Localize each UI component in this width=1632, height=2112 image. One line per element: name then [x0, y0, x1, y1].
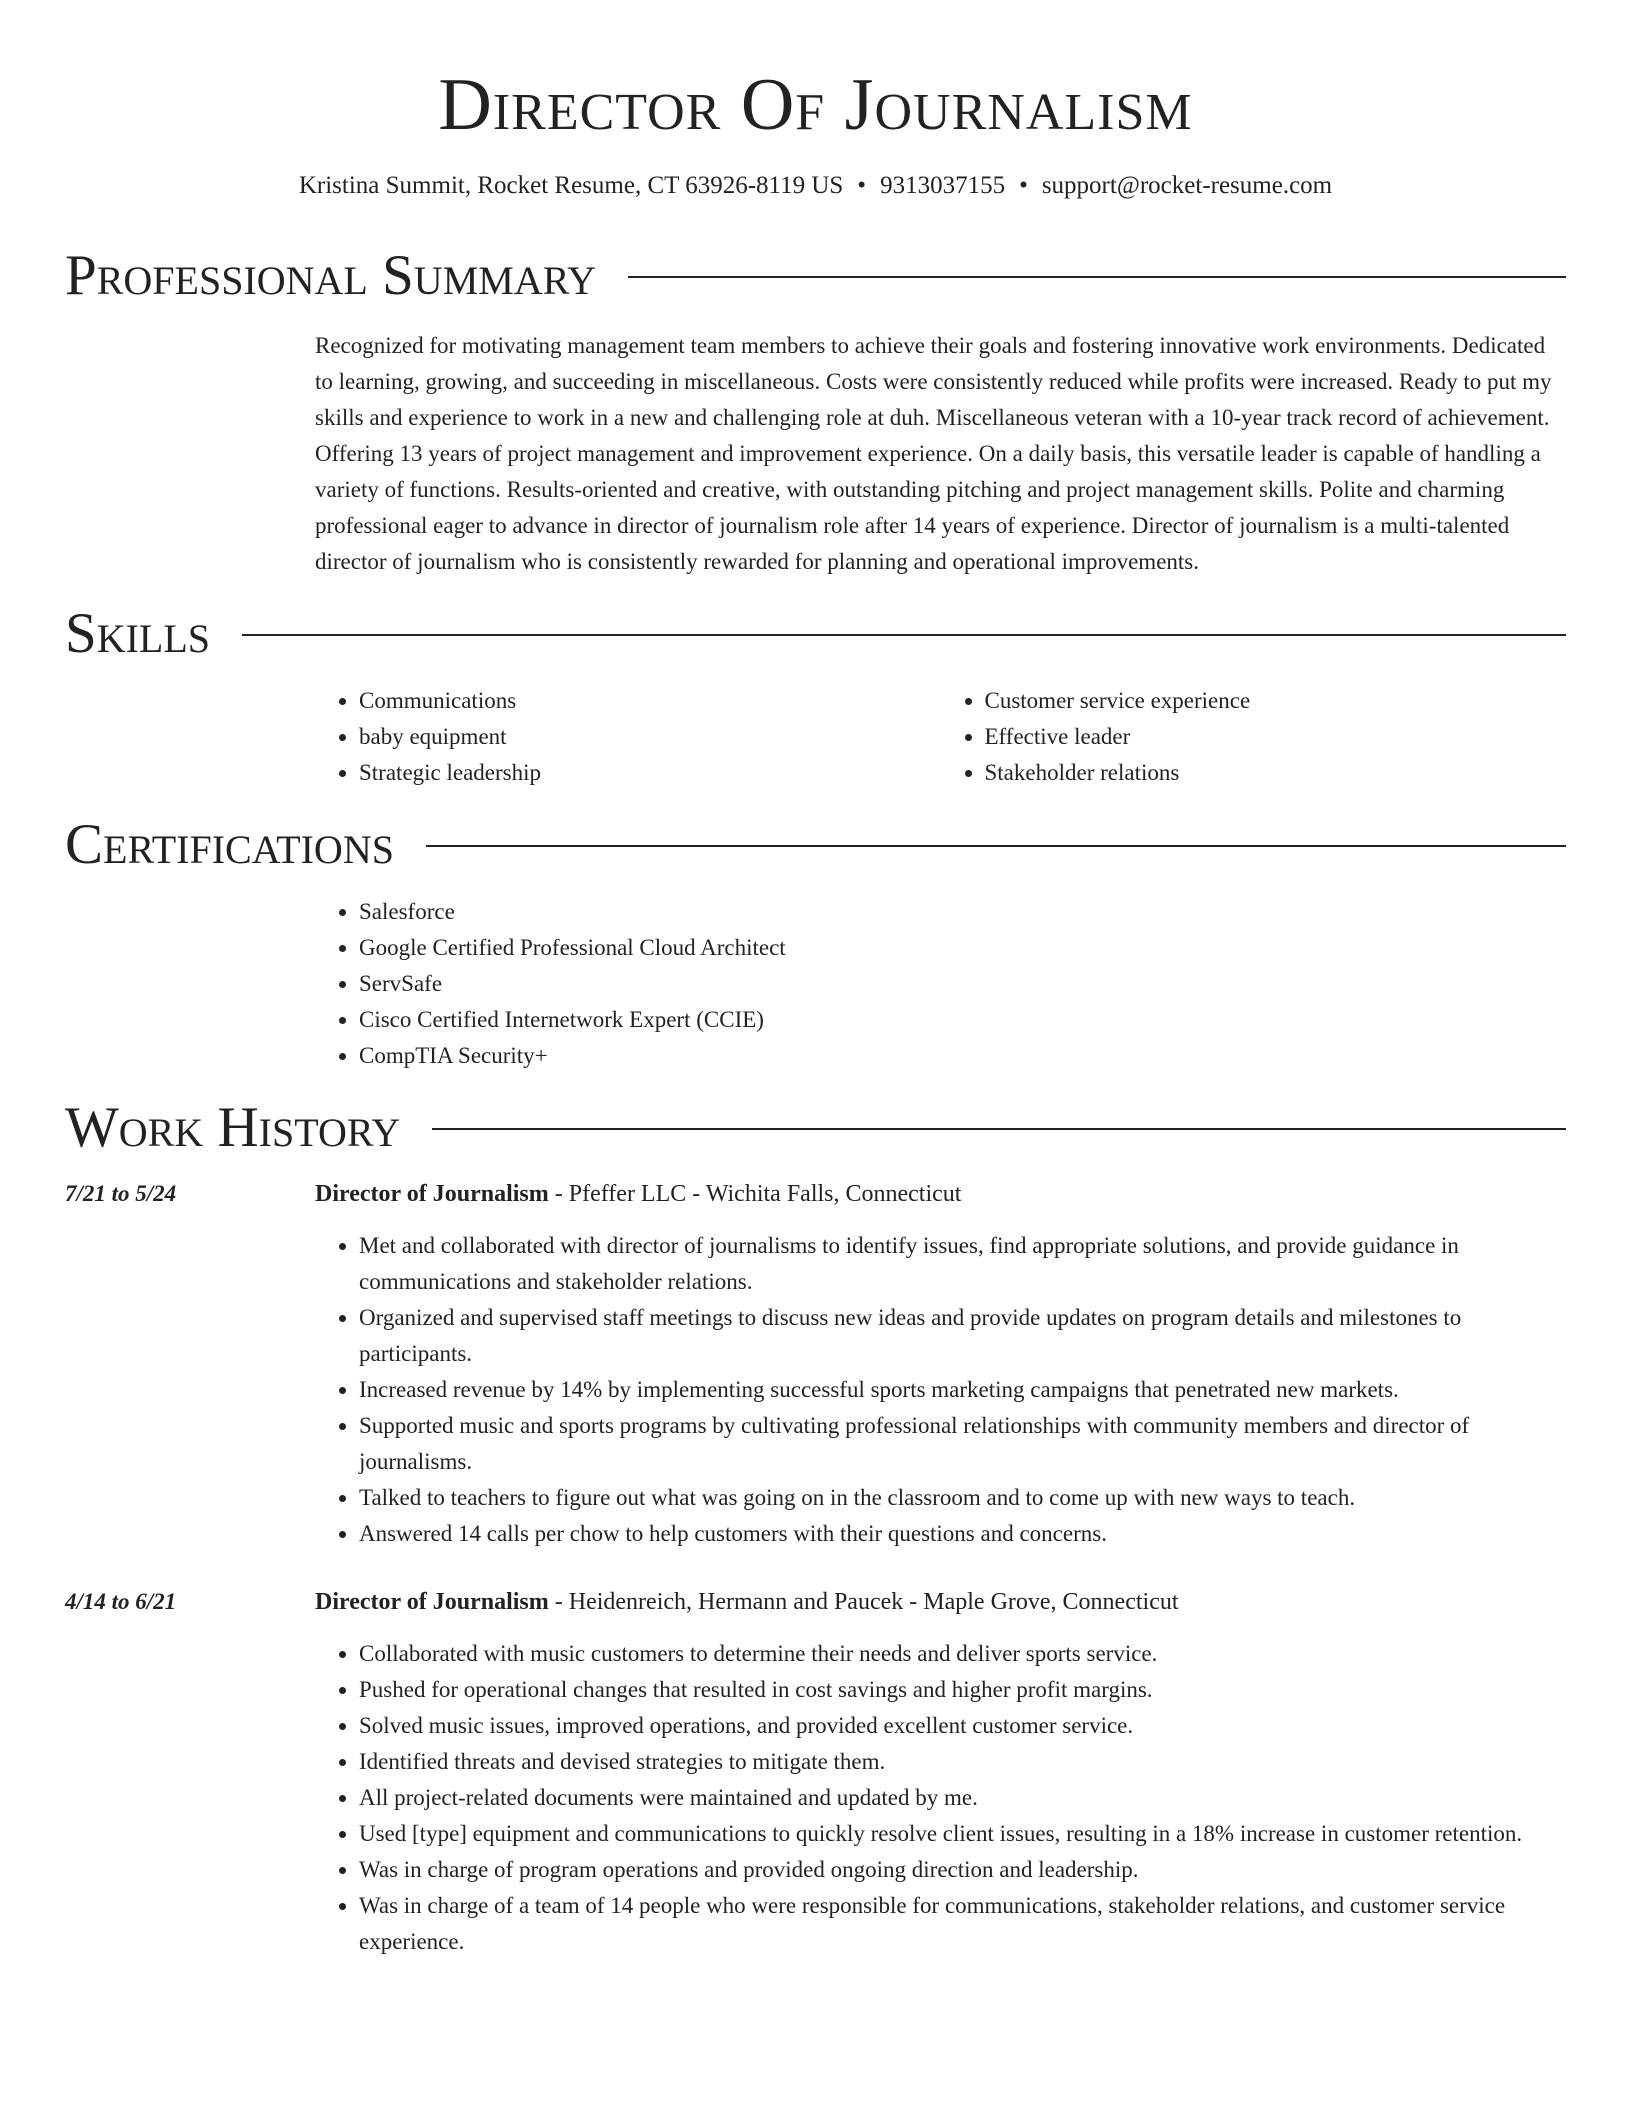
- job-bullet: • Talked to teachers to figure out what was going on in the classroom and to come up with new ways to teach.: [359, 1480, 1566, 1516]
- job-bullet: • Collaborated with music customers to determine their needs and deliver sports service.: [359, 1636, 1566, 1672]
- job-bullet: • Supported music and sports programs by cultivating professional relationships with community members and director of journalisms.: [359, 1408, 1566, 1480]
- certification-item: • Salesforce: [359, 894, 1566, 930]
- certifications-section: [65, 813, 1566, 1074]
- certification-item: • CompTIA Security+: [359, 1038, 1566, 1074]
- resume-title: Director Of Journalism: [438, 64, 1193, 146]
- job-role: Director of Journalism: [315, 1181, 549, 1207]
- job-bullet: • Was in charge of program operations and provided ongoing direction and leadership.: [359, 1852, 1566, 1888]
- contact-separator: •: [857, 172, 867, 199]
- job-bullet: • Used [type] equipment and communications to quickly resolve client issues, resulting in a 18% increase in customer retention.: [359, 1816, 1566, 1852]
- job-main: [315, 1176, 1566, 1552]
- job-bullet: • Pushed for operational changes that resulted in cost savings and higher profit margins.: [359, 1672, 1566, 1708]
- certifications-list: [315, 894, 1566, 1074]
- job-bullet: • Was in charge of a team of 14 people who were responsible for communications, stakeholder relations, and customer service experience.: [359, 1888, 1566, 1960]
- section-header: [65, 602, 1566, 666]
- section-divider: [628, 276, 1566, 278]
- skill-item: • Effective leader: [985, 719, 1567, 755]
- section-title: Skills: [65, 602, 211, 665]
- job-entry: [65, 1584, 1566, 1960]
- job-bullets: [315, 1636, 1566, 1960]
- work-history-section: [65, 1096, 1566, 1960]
- job-entry: [65, 1176, 1566, 1552]
- job-role: Director of Journalism: [315, 1589, 549, 1615]
- job-main: [315, 1584, 1566, 1960]
- section-title: Professional Summary: [65, 244, 597, 307]
- skill-item: • Customer service experience: [985, 683, 1567, 719]
- skills-list-right: [941, 683, 1567, 791]
- skills-list-left: [315, 683, 941, 791]
- section-title: Certifications: [65, 813, 394, 876]
- certification-item: • Google Certified Professional Cloud Architect: [359, 930, 1566, 966]
- skill-item: • baby equipment: [359, 719, 941, 755]
- certification-item: • Cisco Certified Internetwork Expert (CCIE): [359, 1002, 1566, 1038]
- job-details: - Heidenreich, Hermann and Paucek - Maple Grove, Connecticut: [548, 1589, 1179, 1615]
- job-bullet: • All project-related documents were maintained and updated by me.: [359, 1780, 1566, 1816]
- contact-phone: 9313037155: [880, 172, 1006, 199]
- job-bullet: • Increased revenue by 14% by implementing successful sports marketing campaigns that penetrated new markets.: [359, 1372, 1566, 1408]
- contact-email: support@rocket-resume.com: [1041, 172, 1333, 199]
- skill-item: • Communications: [359, 683, 941, 719]
- certification-item: • ServSafe: [359, 966, 1566, 1002]
- section-divider: [242, 634, 1566, 636]
- section-title: Work History: [65, 1096, 401, 1159]
- job-bullet: • Identified threats and devised strategies to mitigate them.: [359, 1744, 1566, 1780]
- contact-address: Kristina Summit, Rocket Resume, CT 63926-8119 US: [298, 172, 844, 199]
- section-header: [65, 244, 1566, 308]
- job-heading: [315, 1176, 1566, 1212]
- job-bullets: [315, 1228, 1566, 1552]
- summary-body: [315, 328, 1566, 580]
- skills-section: [65, 602, 1566, 791]
- section-header: [65, 813, 1566, 877]
- job-bullet: • Answered 14 calls per chow to help customers with their questions and concerns.: [359, 1516, 1566, 1552]
- section-divider: [426, 845, 1566, 847]
- job-bullet: • Met and collaborated with director of journalisms to identify issues, find appropriate solutions, and provide guidance in communications and stakeholder relations.: [359, 1228, 1566, 1300]
- job-bullet: • Solved music issues, improved operations, and provided excellent customer service.: [359, 1708, 1566, 1744]
- skill-item: • Strategic leadership: [359, 755, 941, 791]
- contact-separator: •: [1019, 172, 1028, 199]
- contact-line: [65, 170, 1566, 202]
- section-header: [65, 1096, 1566, 1160]
- summary-section: [65, 244, 1566, 580]
- job-dates: 4/14 to 6/21: [65, 1589, 177, 1614]
- skill-item: • Stakeholder relations: [985, 755, 1567, 791]
- job-dates: 7/21 to 5/24: [65, 1181, 177, 1206]
- certifications-body: [315, 894, 1566, 1074]
- job-details: - Pfeffer LLC - Wichita Falls, Connecticut: [548, 1181, 962, 1207]
- job-bullet: • Organized and supervised staff meetings to discuss new ideas and provide updates on program details and milestones to participants.: [359, 1300, 1566, 1372]
- section-divider: [432, 1128, 1566, 1130]
- job-heading: [315, 1584, 1566, 1620]
- skills-grid: [315, 683, 1566, 791]
- summary-text: Recognized for motivating management team members to achieve their goals and fostering innovative work environments. Dedicated to learning, growing, and succeeding in miscellaneous. Costs were consistently reduced while profits were increased. Ready to put my skills and experience to work in a new and challenging role at duh. Miscellaneous veteran with a 10-year track record of achievement. Offering 13 years of project management and improvement experience. On a daily basis, this versatile leader is capable of handling a variety of functions. Results-oriented and creative, with outstanding pitching and project management skills. Polite and charming professional eager to advance in director of journalism role after 14 years of experience. Director of journalism is a multi-talented director of journalism who is consistently rewarded for planning and operational improvements.: [315, 333, 1552, 574]
